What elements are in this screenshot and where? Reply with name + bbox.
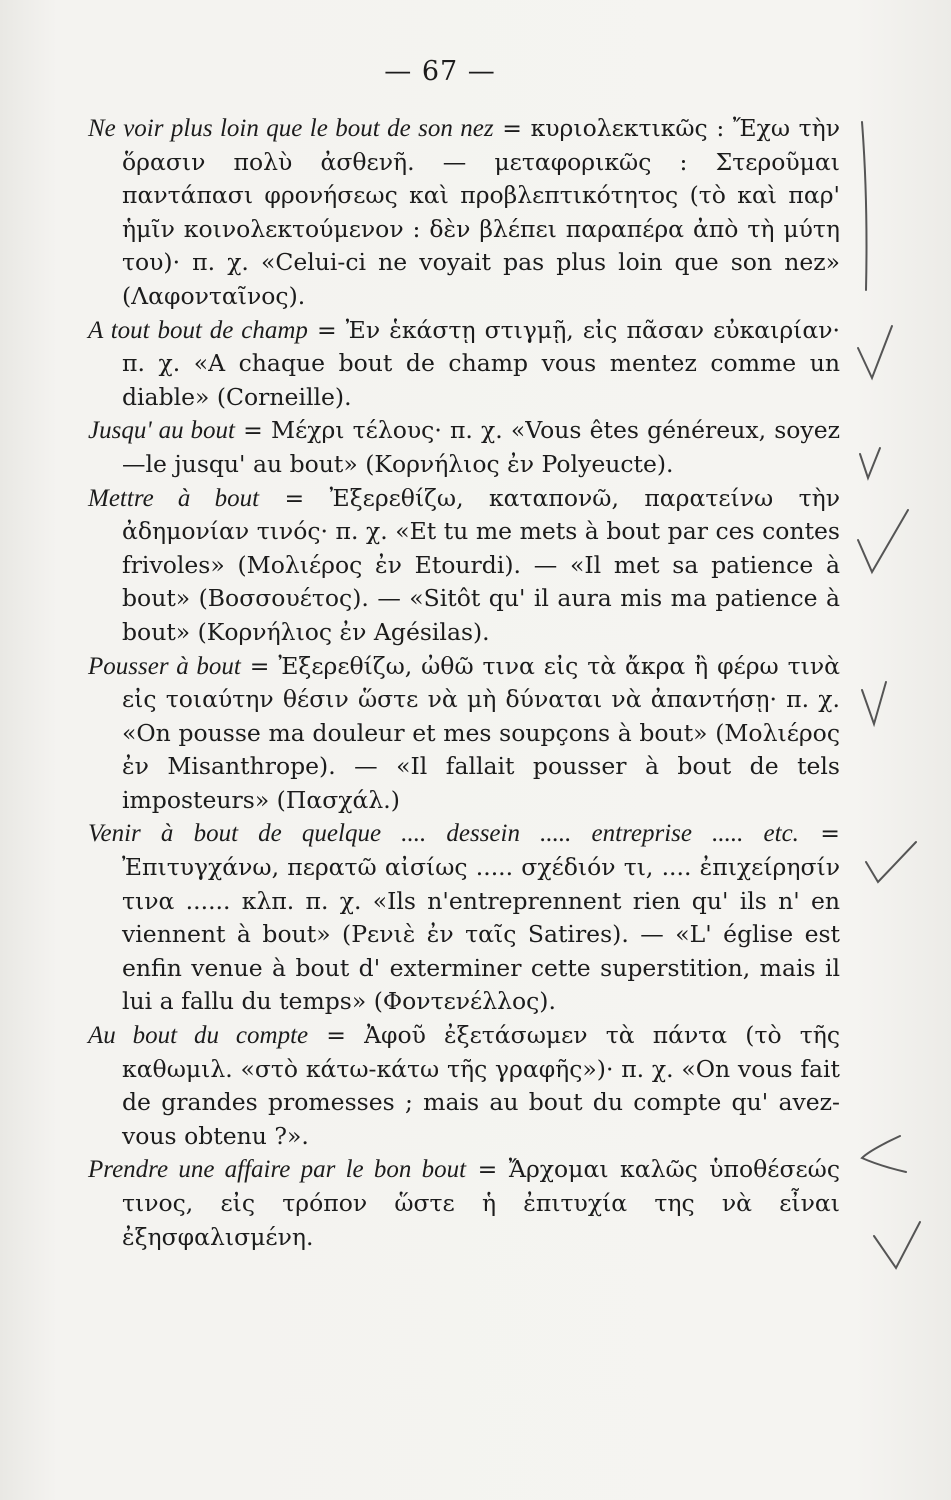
entry-term: Jusqu' au bout <box>88 417 235 445</box>
entry-term: Prendre une affaire par le bon bout <box>88 1156 467 1184</box>
entry-term: Venir à bout de quelque .... dessein ..... entreprise ..... etc. <box>88 820 799 848</box>
checkmark-icon <box>858 326 892 378</box>
checkmark-icon <box>858 510 908 572</box>
checkmark-icon <box>860 448 880 478</box>
checkmark-icon <box>874 1222 920 1268</box>
entry-ne-voir-plus-loin <box>88 112 840 314</box>
margin-bracket-mark <box>862 122 867 290</box>
entry-term: Mettre à bout <box>88 484 260 512</box>
entry-gloss: = κυριολεκτικῶς : Ἔχω τὴν ὅρασιν πολὺ ἀσθενῆ. — μεταφορικῶς : Στεροῦμαι παντάπασι φρονήσεως καὶ προβλεπτικότητος (τὸ καὶ παρ' ἡμῖν κοινολεκτούμενον : δὲν βλέπει παραπέρα ἀπὸ τὴ μύτη του)· π. χ. «Celui-ci ne voyait pas plus loin que son nez» (Λαφονταῖνος). <box>122 114 841 310</box>
entry-gloss: = Ἄρχομαι καλῶς ὑποθέσεώς τινος, εἰς τρόπον ὥστε ἡ ἐπιτυχία της νὰ εἶναι ἐξησφαλισμένη. <box>122 1155 840 1251</box>
dictionary-body <box>88 112 840 1254</box>
entry-gloss: = Ἐν ἑκάστῃ στιγμῇ, εἰς πᾶσαν εὐκαιρίαν· π. χ. «A chaque bout de champ vous mentez comme un diable» (Corneille). <box>122 315 840 411</box>
entry-gloss: = Μέχρι τέλους· π. χ. «Vous êtes généreux, soyez—le jusqu' au bout» (Κορνήλιος ἐν Polyeucte). <box>122 416 840 478</box>
page-number: — 67 — <box>384 56 496 87</box>
entry-mettre-a-bout <box>88 482 840 650</box>
entry-gloss: = Ἀφοῦ ἐξετάσωμεν τὰ πάντα (τὸ τῆς καθωμιλ. «στὸ κάτω-κάτω τῆς γραφῆς»)· π. χ. «On vous fait de grandes promesses ; mais au bout du compte qu' avez-vous obtenu ?». <box>122 1021 840 1150</box>
entry-prendre-une-affaire <box>88 1153 840 1254</box>
entry-venir-a-bout <box>88 817 840 1019</box>
checkmark-icon <box>862 682 886 724</box>
entry-jusqu-au-bout <box>88 414 840 481</box>
entry-term: Au bout du compte <box>88 1022 309 1050</box>
entry-pousser-a-bout <box>88 650 840 818</box>
checkmark-icon <box>866 842 916 882</box>
entry-gloss: = Ἐξερεθίζω, καταπονῶ, παρατείνω τὴν ἀδημονίαν τινός· π. χ. «Et tu me mets à bout par ces contes frivoles» (Μολιέρος ἐν Etourdi). — «Il met sa patience à bout» (Βοσσουέτος). — «Sitôt qu' il aura mis ma patience à bout» (Κορνήλιος ἐν Agésilas). <box>122 483 840 646</box>
entry-term: A tout bout de champ <box>88 316 308 344</box>
entry-a-tout-bout-de-champ <box>88 314 840 415</box>
entry-term: Ne voir plus loin que le bout de son nez <box>88 115 494 142</box>
entry-au-bout-du-compte <box>88 1019 840 1153</box>
entry-term: Pousser à bout <box>88 652 241 680</box>
arrow-mark-icon <box>862 1136 906 1172</box>
entry-gloss: = Ἐξερεθίζω, ὠθῶ τινα εἰς τὰ ἄκρα ἢ φέρω τινὰ εἰς τοιαύτην θέσιν ὥστε νὰ μὴ δύναται νὰ ἀπαντήσῃ· π. χ. «On pousse ma douleur et mes soupçons à bout» (Μολιέρος ἐν Misanthrope). — «Il fallait pousser à bout de tels imposteurs» (Πασχάλ.) <box>122 651 840 814</box>
entry-gloss: = Ἐπιτυγχάνω, περατῶ αἰσίως ..... σχέδιόν τι, .... ἐπιχείρησίν τινα ...... κλπ. π. χ. «Ils n'entreprennent rien qu' ils n' en viennent à bout» (Ρενιὲ ἐν ταῖς Satires). — «L' église est enfin venue à bout d' exterminer cette superstition, mais il lui a fallu du temps» (Φοντενέλλος). <box>122 819 841 1016</box>
